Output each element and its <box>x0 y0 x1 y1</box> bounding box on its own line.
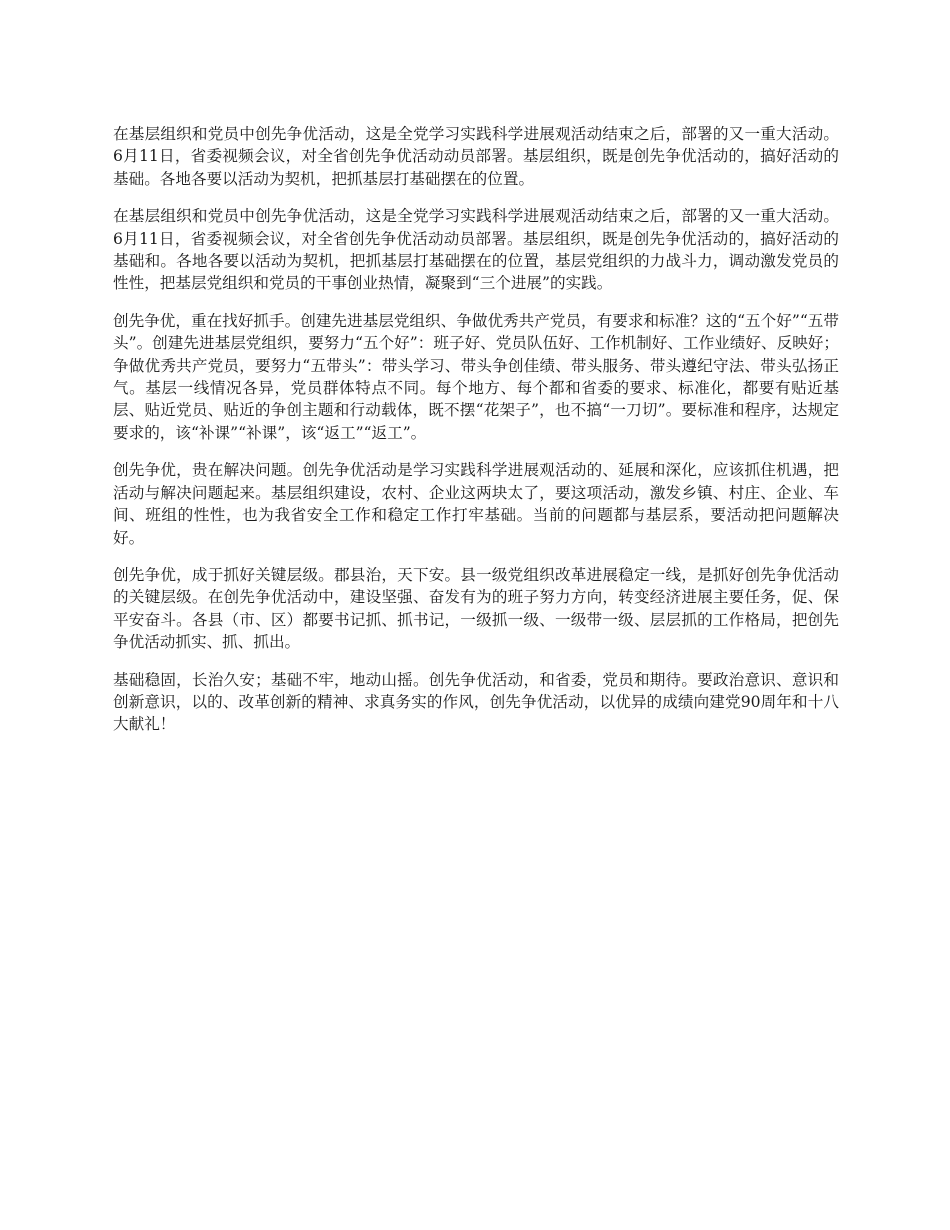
paragraph-1: 在基层组织和党员中创先争优活动，这是全党学习实践科学进展观活动结束之后，部署的又一重大活动。6月11日，省委视频会议，对全省创先争优活动动员部署。基层组织，既是创先争优活动的，搞好活动的基础。各地各要以活动为契机，把抓基层打基础摆在的位置。 <box>113 125 839 188</box>
paragraph-2: 在基层组织和党员中创先争优活动，这是全党学习实践科学进展观活动结束之后，部署的又一重大活动。6月11日，省委视频会议，对全省创先争优活动动员部署。基层组织，既是创先争优活动的，搞好活动的基础和。各地各要以活动为契机，把抓基层打基础摆在的位置，基层党组织的力战斗力，调动激发党员的性性，把基层党组织和党员的干事创业热情，凝聚到“三个进展”的实践。 <box>113 207 839 293</box>
document-body <box>113 123 839 751</box>
paragraph-6: 基础稳固，长治久安；基础不牢，地动山摇。创先争优活动，和省委，党员和期待。要政治意识、意识和创新意识，以的、改革创新的精神、求真务实的作风，创先争优活动，以优异的成绩向建党90周年和十八大献礼！ <box>113 670 839 734</box>
paragraph-4: 创先争优，贵在解决问题。创先争优活动是学习实践科学进展观活动的、延展和深化，应该抓住机遇，把活动与解决问题起来。基层组织建设，农村、企业这两块太了，要这项活动，激发乡镇、村庄、企业、车间、班组的性性，也为我省安全工作和稳定工作打牢基础。当前的问题都与基层系，要活动把问题解决好。 <box>113 461 839 547</box>
paragraph-3: 创先争优，重在找好抓手。创建先进基层党组织、争做优秀共产党员，有要求和标准？这的“五个好”“五带头”。创建先进基层党组织，要努力“五个好”：班子好、党员队伍好、工作机制好、工作业绩好、反映好；争做优秀共产党员，要努力“五带头”：带头学习、带头争创佳绩、带头服务、带头遵纪守法、带头弘扬正气。基层一线情况各异，党员群体特点不同。每个地方、每个都和省委的要求、标准化，都要有贴近基层、贴近党员、贴近的争创主题和行动载体，既不摆“花架子”，也不搞“一刀切”。要标准和程序，达规定要求的，该“补课”“补课”，该“返工”“返工”。 <box>113 311 839 442</box>
paragraph-5: 创先争优，成于抓好关键层级。郡县治，天下安。县一级党组织改革进展稳定一线，是抓好创先争优活动的关键层级。在创先争优活动中，建设坚强、奋发有为的班子努力方向，转变经济进展主要任务，促、保平安奋斗。各县（市、区）都要书记抓、抓书记，一级抓一级、一级带一级、层层抓的工作格局，把创先争优活动抓实、抓、抓出。 <box>113 565 839 652</box>
